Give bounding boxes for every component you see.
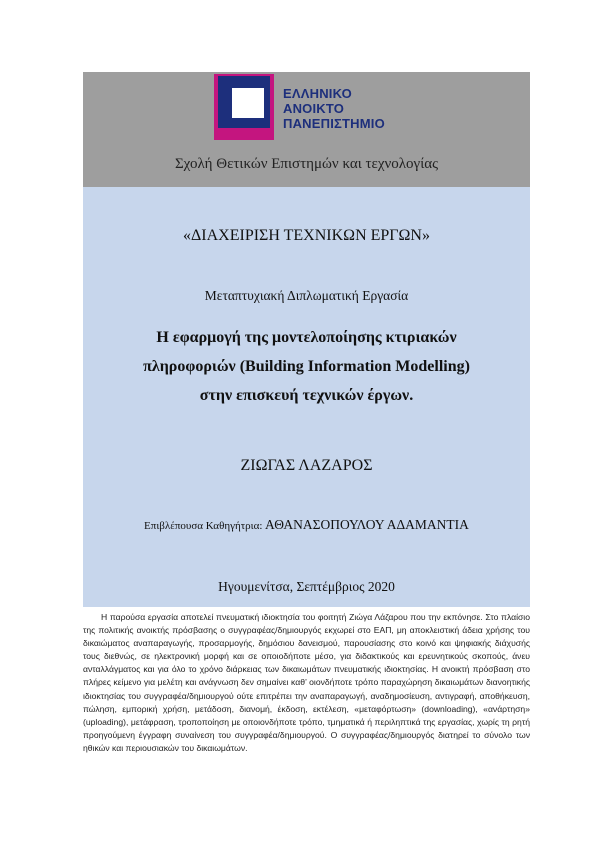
- university-name-line: ΑΝΟΙΚΤΟ: [283, 101, 345, 116]
- university-logo-icon: [214, 74, 274, 140]
- author-name: ΖΙΩΓΑΣ ΛΑΖΑΡΟΣ: [240, 457, 373, 474]
- university-header: [83, 72, 530, 187]
- copyright-notice: Η παρούσα εργασία αποτελεί πνευματική ιδιοκτησία του φοιτητή Ζιώγα Λάζαρου που την εκπόνησε. Στο πλαίσιο της πολιτικής ανοικτής πρόσβασης ο συγγραφέας/δημιουργός εκχωρεί στο ΕΑΠ, μη αποκλειστική άδεια χρήσης του δικαιώματος αναπαραγωγής, προσαρμογής, δημόσιου δανεισμού, παρουσίασης στο κοινό και ψηφιακής διάχυσής τους διεθνώς, σε ηλεκτρονική μορφή και σε οποιοδήποτε μέσο, για διδακτικούς και ερευνητικούς σκοπούς, άνευ ανταλλάγματος και για όλο το χρόνο διάρκειας των δικαιωμάτων πνευματικής ιδιοκτησίας. Η ανοικτή πρόσβαση στο πλήρες κείμενο για μελέτη και ανάγνωση δεν σημαίνει καθ’ οιονδήποτε τρόπο παραχώρηση δικαιωμάτων διανοητικής ιδιοκτησίας του συγγραφέα/δημιουργού ούτε επιτρέπει την αναπαραγωγή, αναδημοσίευση, αντιγραφή, αποθήκευση, πώληση, εμπορική χρήση, μετάδοση, διανομή, έκδοση, εκτέλεση, «μεταφόρτωση» (downloading), «ανάρτηση» (uploading), μετάφραση, τροποποίηση με οποιονδήποτε τρόπο, τμηματικά ή περιληπτικά της εργασίας, χωρίς τη ρητή προηγούμενη έγγραφη συναίνεση του συγγραφέα/δημιουργού. Ο συγγραφέας/δημιουργός διατηρεί το σύνολο των ηθικών και περιουσιακών του δικαιωμάτων.: [83, 612, 530, 753]
- university-name-line: ΠΑΝΕΠΙΣΤΗΜΙΟ: [283, 116, 385, 131]
- cover-panel: [83, 187, 530, 607]
- thesis-title: [83, 323, 530, 410]
- thesis-title-line: πληροφοριών (Building Information Modelling): [143, 358, 470, 375]
- school-name: Σχολή Θετικών Επιστημών και τεχνολογίας: [174, 156, 439, 172]
- university-name-line: ΕΛΛΗΝΙΚΟ: [283, 86, 352, 101]
- supervisor-name: ΑΘΑΝΑΣΟΠΟΥΛΟΥ ΑΔΑΜΑΝΤΙΑ: [265, 517, 469, 532]
- thesis-type: Μεταπτυχιακή Διπλωματική Εργασία: [204, 288, 409, 303]
- thesis-title-line: Η εφαρμογή της μοντελοποίησης κτιριακών: [156, 329, 457, 346]
- university-name: [283, 86, 385, 131]
- thesis-title-line: στην επισκευή τεχνικών έργων.: [199, 387, 414, 404]
- program-title: «ΔΙΑΧΕΙΡΙΣΗ ΤΕΧΝΙΚΩΝ ΕΡΓΩΝ»: [183, 227, 430, 244]
- supervisor-label: Επιβλέπουσα Καθηγήτρια:: [144, 520, 263, 532]
- supervisor: [83, 517, 530, 533]
- place-date: Ηγουμενίτσα, Σεπτέμβριος 2020: [218, 579, 395, 594]
